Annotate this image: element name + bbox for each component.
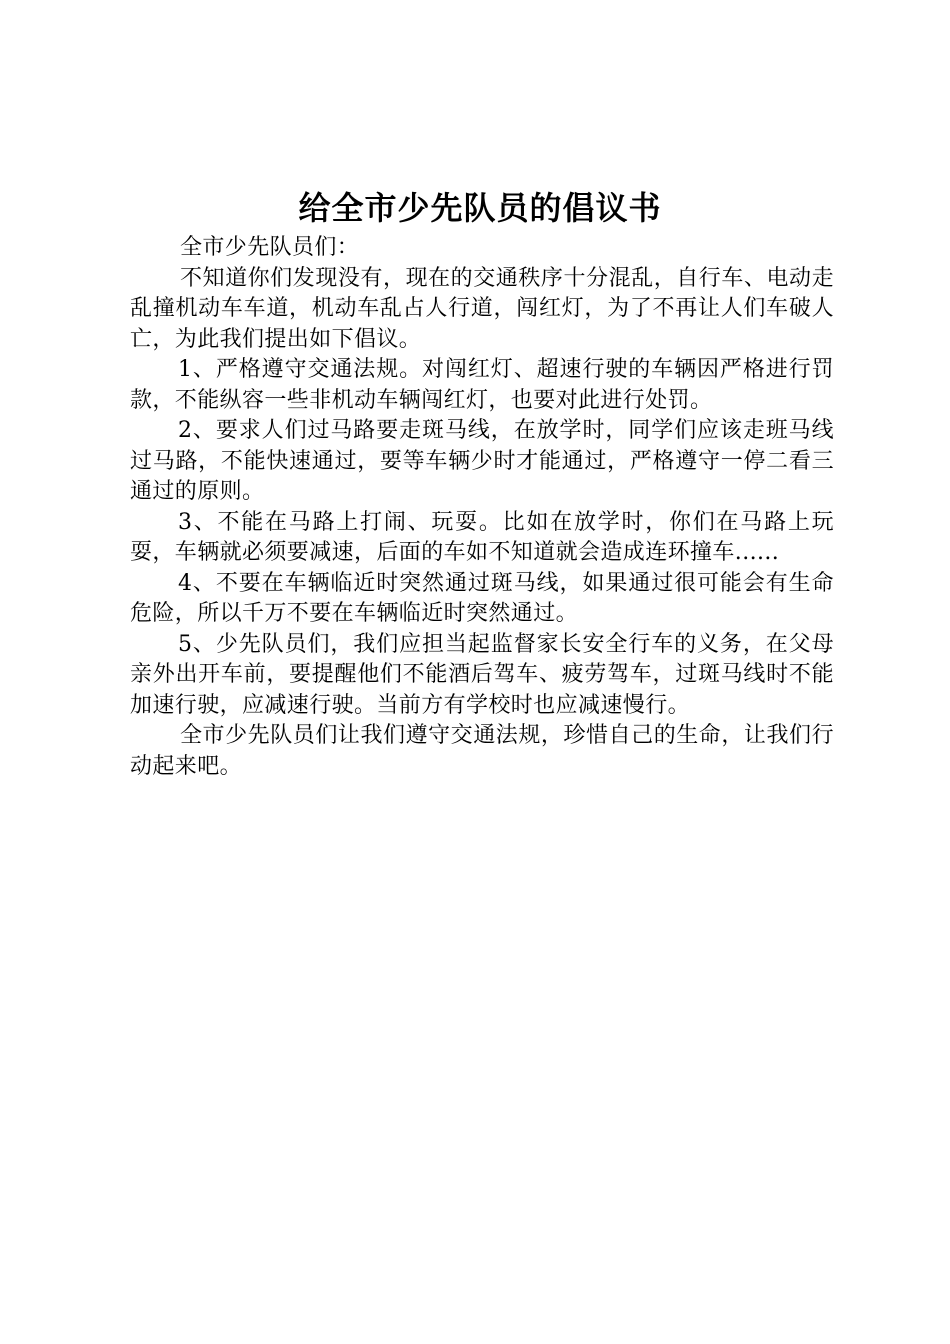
proposal-item-1: 1、严格遵守交通法规。对闯红灯、超速行驶的车辆因严格进行罚款，不能纵容一些非机动车辆闯红灯，也要对此进行处罚。 [130, 357, 834, 413]
proposal-item-3: 3、不能在马路上打闹、玩耍。比如在放学时，你们在马路上玩耍，车辆就必须要减速，后面的车如不知道就会造成连环撞车...... [130, 509, 834, 565]
proposal-item-4: 4、不要在车辆临近时突然通过斑马线，如果通过很可能会有生命危险，所以千万不要在车辆临近时突然通过。 [130, 570, 834, 626]
document-body [130, 233, 834, 782]
greeting: 全市少先队员们： [180, 235, 360, 260]
closing-paragraph: 全市少先队员们让我们遵守交通法规，珍惜自己的生命，让我们行动起来吧。 [130, 723, 834, 779]
intro-paragraph: 不知道你们发现没有，现在的交通秩序十分混乱，自行车、电动走乱撞机动车车道，机动车乱占人行道，闯红灯，为了不再让人们车破人亡，为此我们提出如下倡议。 [130, 265, 834, 352]
document-title: 给全市少先队员的倡议书 [298, 189, 662, 227]
proposal-item-2: 2、要求人们过马路要走斑马线，在放学时，同学们应该走班马线过马路，不能快速通过，要等车辆少时才能通过，严格遵守一停二看三通过的原则。 [130, 418, 834, 504]
proposal-item-5: 5、少先队员们，我们应担当起监督家长安全行车的义务，在父母亲外出开车前，要提醒他们不能酒后驾车、疲劳驾车，过斑马线时不能加速行驶，应减速行驶。当前方有学校时也应减速慢行。 [130, 631, 834, 718]
